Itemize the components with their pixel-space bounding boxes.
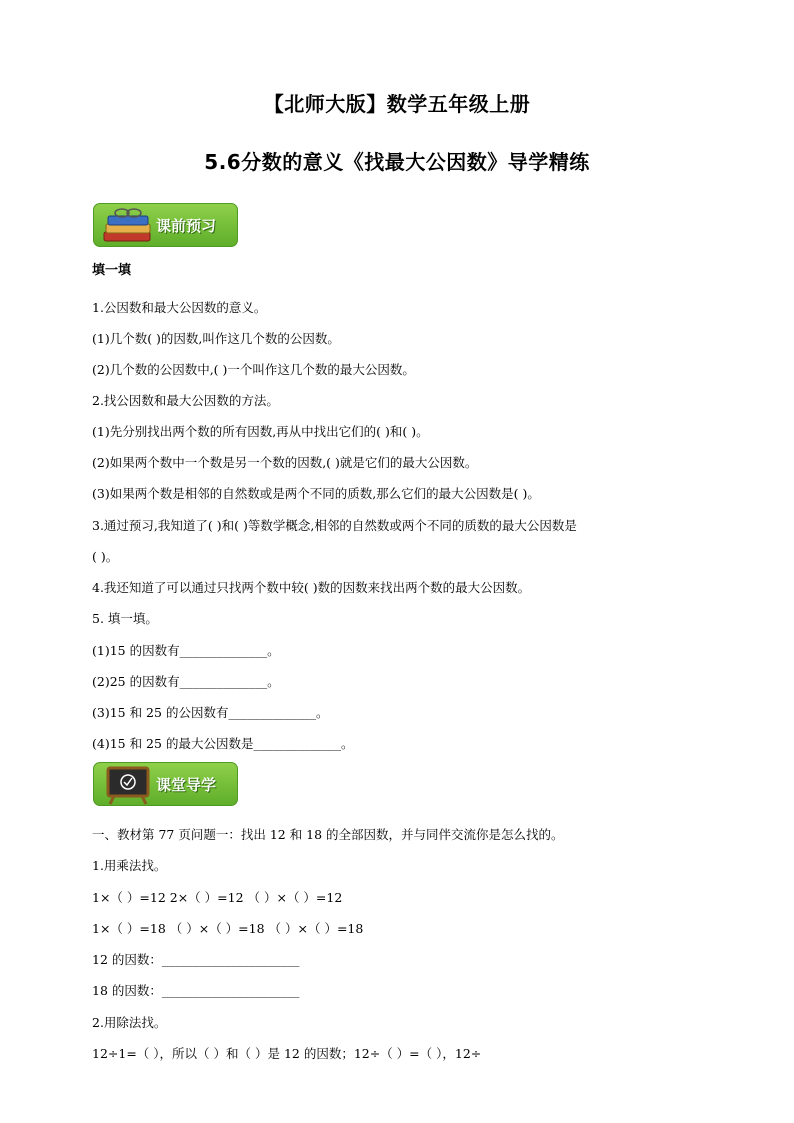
- text-line: 12÷1=（ ），所以（ ）和（ ）是 12 的因数；12÷（ ）=（ ），12÷: [92, 1046, 482, 1061]
- text-line: (4)15 和 25 的最大公因数是______________。: [92, 736, 354, 751]
- text-line: (2)25 的因数有______________。: [92, 674, 280, 689]
- text-line: 1×（ ）=12 2×（ ）=12 （ ）×（ ）=12: [92, 890, 343, 905]
- text-line: 3.通过预习,我知道了( )和( )等数学概念,相邻的自然数或两个不同的质数的最大公因数是: [92, 518, 577, 533]
- text-line: 1.公因数和最大公因数的意义。: [92, 300, 267, 315]
- preview-badge: [93, 203, 238, 247]
- lesson-title: 5.6分数的意义《找最大公因数》导学精练: [204, 150, 590, 174]
- text-line: 5. 填一填。: [92, 611, 158, 626]
- books-icon: [100, 206, 156, 246]
- preview-badge-label: 课前预习: [156, 217, 217, 235]
- text-line: (1)先分别找出两个数的所有因数,再从中找出它们的( )和( )。: [92, 424, 429, 439]
- text-line: (1)15 的因数有______________。: [92, 643, 280, 658]
- text-line: (3)如果两个数是相邻的自然数或是两个不同的质数,那么它们的最大公因数是( )。: [92, 486, 540, 501]
- text-line: 12 的因数：______________________: [92, 952, 300, 967]
- text-line: (3)15 和 25 的公因数有______________。: [92, 705, 329, 720]
- text-line: 1.用乘法找。: [92, 858, 167, 873]
- fill-in-heading: 填一填: [92, 263, 132, 278]
- text-line: 1×（ ）=18 （ ）×（ ）=18 （ ）×（ ）=18: [92, 921, 364, 936]
- blackboard-icon: [100, 765, 156, 805]
- document-title: 【北师大版】数学五年级上册: [263, 92, 531, 116]
- classroom-badge-label: 课堂导学: [156, 776, 217, 794]
- classroom-badge: [93, 762, 238, 806]
- text-line: 2.用除法找。: [92, 1015, 167, 1030]
- text-line: (1)几个数( )的因数,叫作这几个数的公因数。: [92, 331, 340, 346]
- text-line: 4.我还知道了可以通过只找两个数中较( )数的因数来找出两个数的最大公因数。: [92, 580, 531, 595]
- text-line: 一、教材第 77 页问题一：找出 12 和 18 的全部因数，并与同伴交流你是怎么找的。: [92, 827, 564, 842]
- text-line: (2)几个数的公因数中,( )一个叫作这几个数的最大公因数。: [92, 362, 415, 377]
- text-line: 2.找公因数和最大公因数的方法。: [92, 393, 279, 408]
- text-line: (2)如果两个数中一个数是另一个数的因数,( )就是它们的最大公因数。: [92, 455, 478, 470]
- text-line: ( )。: [92, 549, 119, 564]
- text-line: 18 的因数：______________________: [92, 983, 300, 998]
